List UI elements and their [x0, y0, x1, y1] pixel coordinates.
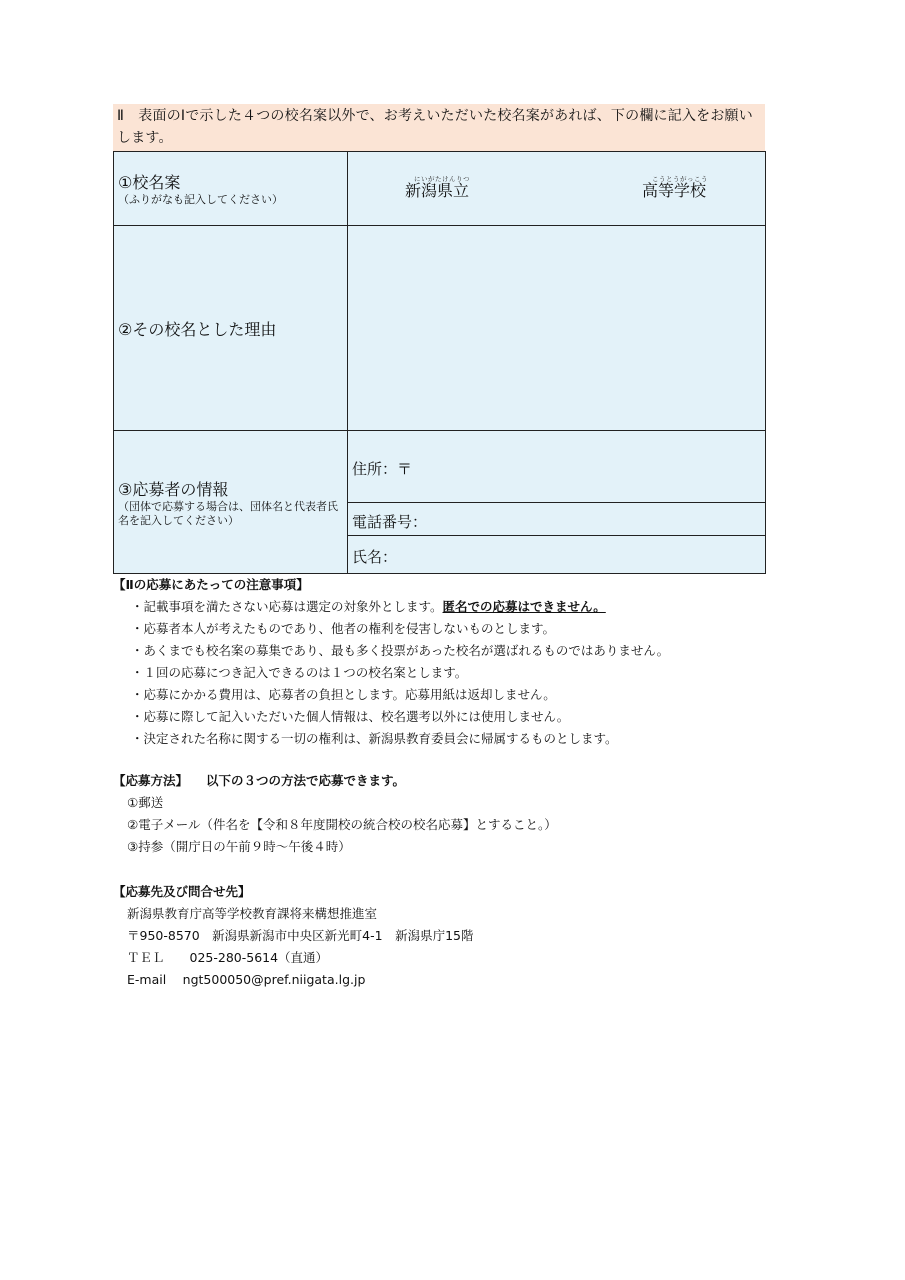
suffix-ruby: こうとうがっこう — [652, 175, 708, 183]
intro-banner: Ⅱ 表面のⅠで示した４つの校名案以外で、お考えいただいた校名案があれば、下の欄に記入をお願いします。 — [113, 104, 765, 151]
notes-item-text: ・記載事項を満たさない応募は選定の対象外とします。 — [131, 599, 443, 614]
applicant-label: ③応募者の情報 — [118, 479, 229, 499]
method-heading — [113, 770, 813, 792]
school-name-field[interactable] — [348, 152, 766, 226]
reason-field[interactable] — [348, 226, 766, 431]
school-name-label-cell — [114, 152, 348, 226]
notes-item: ・１回の応募につき記入できるのは１つの校名案とします。 — [131, 665, 468, 680]
applicant-label-cell — [114, 431, 348, 574]
method-item: ①郵送 — [127, 795, 164, 810]
reason-label: ②その校名とした理由 — [118, 319, 277, 339]
address-field[interactable] — [348, 431, 766, 503]
method-section — [113, 770, 813, 858]
address-label: 住所：〒 — [352, 460, 413, 478]
name-field[interactable] — [348, 536, 766, 574]
contact-office: 新潟県教育庁高等学校教育課将来構想推進室 — [127, 906, 378, 921]
notes-item: ・応募に際して記入いただいた個人情報は、校名選考以外には使用しません。 — [131, 709, 570, 724]
school-name-sublabel: （ふりがなも記入してください） — [118, 193, 283, 206]
application-form — [113, 151, 766, 574]
notes-item: ・応募にかかる費用は、応募者の負担とします。応募用紙は返却しません。 — [131, 687, 556, 702]
method-heading-label: 【応募方法】 — [113, 773, 189, 788]
school-suffix: 高等学校 — [642, 181, 707, 200]
notes-item: ・決定された名称に関する一切の権利は、新潟県教育委員会に帰属するものとします。 — [131, 731, 618, 746]
contact-tel: ＴＥＬ 025-280-5614（直通） — [127, 950, 329, 965]
applicant-sublabel: （団体で応募する場合は、団体名と代表者氏名を記入してください） — [118, 499, 338, 527]
method-heading-note: 以下の３つの方法で応募できます。 — [206, 773, 406, 788]
notes-item: ・応募者本人が考えたものであり、他者の権利を侵害しないものとします。 — [131, 621, 556, 636]
phone-field[interactable] — [348, 503, 766, 536]
notes-section — [113, 574, 813, 750]
anonymous-warning: 匿名での応募はできません。 — [442, 599, 606, 614]
notes-item: ・あくまでも校名案の募集であり、最も多く投票があった校名が選ばれるものではありません。 — [131, 643, 670, 658]
reason-label-cell — [114, 226, 348, 431]
school-prefix: 新潟県立 — [405, 181, 470, 200]
prefix-ruby: にいがたけんりつ — [414, 175, 470, 183]
phone-label: 電話番号： — [352, 512, 428, 531]
school-name-label: ①校名案 — [118, 173, 181, 192]
contact-heading: 【応募先及び問合せ先】 — [113, 884, 251, 899]
name-label: 氏名： — [352, 548, 398, 566]
method-item: ③持参（開庁日の午前９時～午後４時） — [127, 839, 351, 854]
notes-heading: 【Ⅱの応募にあたっての注意事項】 — [113, 577, 309, 592]
contact-address: 〒950-8570 新潟県新潟市中央区新光町4-1 新潟県庁15階 — [127, 928, 474, 943]
notes-item — [113, 596, 813, 618]
contact-email[interactable]: E-mail ngt500050@pref.niigata.lg.jp — [127, 972, 366, 987]
method-item: ②電子メール（件名を【令和８年度開校の統合校の校名応募】とすること。） — [127, 817, 557, 832]
contact-section — [113, 881, 813, 991]
